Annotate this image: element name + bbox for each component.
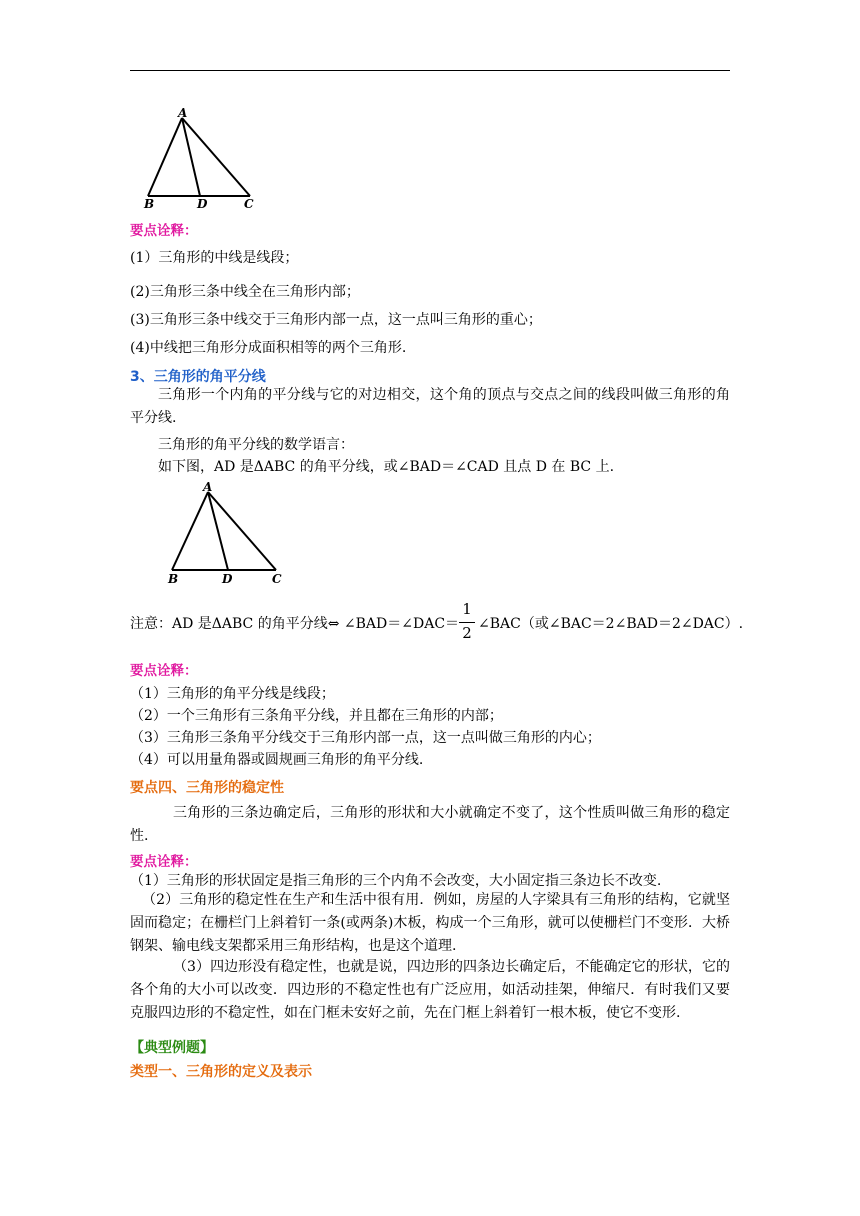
bisector-example: 如下图，AD 是ΔABC 的角平分线，或∠BAD＝∠CAD 且点 D 在 BC 上.	[158, 459, 615, 475]
median-point-1: (1）三角形的中线是线段；	[130, 250, 299, 266]
stability-point-2: （2）三角形的稳定性在生产和生活中很有用．例如，房屋的人字梁具有三角形的结构，它就坚固而稳定；在栅栏门上斜着钉一条(或两条)木板，构成一个三角形，就可以使栅栏门不变形．大桥钢架、输电线支架都采用三角形结构，也是这个道理.	[130, 892, 730, 954]
triangle-figure-bisector	[160, 482, 290, 586]
bisector-section-title: 3、三角形的角平分线	[130, 369, 266, 385]
bisector-math-language: 三角形的角平分线的数学语言：	[158, 437, 354, 453]
bisector-point-2: （2）一个三角形有三条角平分线，并且都在三角形的内部；	[130, 708, 503, 724]
header-rule	[130, 70, 730, 71]
bisector-point-1: （1）三角形的角平分线是线段；	[130, 686, 335, 702]
vertex-label-c: C	[272, 572, 282, 586]
vertex-label-d: D	[222, 572, 233, 586]
fraction-bar	[459, 622, 475, 623]
triangle-figure-median	[140, 108, 260, 210]
stability-point-3: （3）四边形没有稳定性，也就是说，四边形的四条边长确定后，不能确定它的形状，它的各个角的大小可以改变．四边形的不稳定性也有广泛应用，如活动挂架，伸缩尺．有时我们又要克服四边形的不稳定性，如在门框未安好之前，先在门框上斜着钉一根木板，使它不变形.	[130, 959, 730, 1021]
stability-definition: 三角形的三条边确定后，三角形的形状和大小就确定不变了，这个性质叫做三角形的稳定性.	[130, 805, 730, 844]
median-notes-heading: 要点诠释：	[130, 223, 198, 239]
bisector-note-suffix: ∠BAC（或∠BAC＝2∠BAD＝2∠DAC）.	[478, 616, 744, 632]
type-one-heading: 类型一、三角形的定义及表示	[130, 1064, 312, 1080]
bisector-notes-heading: 要点诠释：	[130, 663, 198, 679]
median-point-2: (2)三角形三条中线全在三角形内部；	[130, 284, 360, 300]
median-point-4: (4)中线把三角形分成面积相等的两个三角形.	[130, 340, 407, 356]
bisector-point-4: （4）可以用量角器或圆规画三角形的角平分线.	[130, 752, 424, 768]
vertex-label-d: D	[197, 197, 208, 210]
bisector-definition: 三角形一个内角的平分线与它的对边相交，这个角的顶点与交点之间的线段叫做三角形的角平分线.	[130, 387, 730, 426]
stability-notes-heading: 要点诠释：	[130, 854, 198, 870]
median-point-3: (3)三角形三条中线交于三角形内部一点，这一点叫三角形的重心；	[130, 312, 542, 328]
fraction-denominator: 2	[462, 624, 472, 642]
bisector-note-prefix: 注意：AD 是ΔABC 的角平分线⇔ ∠BAD＝∠DAC＝	[130, 616, 460, 632]
examples-heading: 【典型例题】	[130, 1040, 214, 1056]
bisector-point-3: （3）三角形三条角平分线交于三角形内部一点，这一点叫做三角形的内心；	[130, 730, 601, 746]
vertex-label-a: A	[203, 482, 213, 494]
vertex-label-b: B	[168, 572, 179, 586]
stability-point-1: （1）三角形的形状固定是指三角形的三个内角不会改变，大小固定指三条边长不改变.	[130, 873, 662, 889]
fraction-numerator: 1	[462, 600, 472, 618]
vertex-label-c: C	[244, 197, 254, 210]
vertex-label-b: B	[144, 197, 155, 210]
vertex-label-a: A	[178, 108, 188, 120]
stability-section-title: 要点四、三角形的稳定性	[130, 780, 284, 796]
